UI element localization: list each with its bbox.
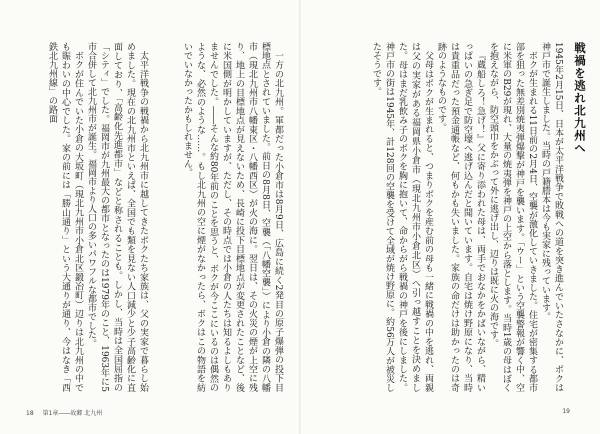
running-footer: 第1章――故郷 北九州 (42, 410, 103, 417)
left-paragraph-1: 一方の北九州。軍都だった小倉市は8月9日、広島に続く2発目の原子爆弾の投下目標地点とされていました。前日の8月8日、空襲（「八幡空襲」）により小倉の隣の八幡市（現北九州市八幡東区・八幡西区）が火の海に。翌日は、その火災の煙が上空に残り、地上の目標地点が見えないため、長崎に投下目標地点が変更されたことなど、後に米国側が明かしていますが、ただし、その時点では小倉の人たちは知るよしもありませんでした。――そんな約80年前のことを思うと、ボクが今ここにいるのは偶然のような、必然のような……。もし北九州の空に煙がなかったら、ボクはこの物語を紡いでいなかったかもしれません。 (182, 42, 283, 392)
right-page (300, 0, 600, 434)
right-paragraph-1: 1945年2月15日、日本が太平洋戦争で敗戦への道を突き進んでいたさなかに、ボクは神戸市で誕生しました。当時の戸籍謄本は今も実家に残っています。 (540, 42, 563, 392)
left-paragraph-2: 太平洋戦争の戦禍から北九州市に越してきたボクたち家族は、父の実家で暮らし始めました。現在の北九州市といえば、全国でも類を見ない人口減少と少子高齢化に直面しており、「高齢化先進都市」などと称されることも。しかし、当時は全国屈指の「シティ」でした。福岡市が九州最大の都市となったのは1979年のこと、1963年に5市合併して北九州市が誕生。福岡市より人口の多いパワフルな都市でした。 (86, 42, 148, 392)
right-paragraph-3: 『蔵船しろ！急げ！』父に寄り添われた母は、両手でおなかをかばいながら、精いっぱいの急ぎ足で防空壕へ逃げ込んだと聞いています。自宅は焼け野原になり、当時は貴重品だった預金通帳など、何もかも失いました。家族の命だけは助かったのは奇跡のようなものです。 (436, 42, 485, 392)
right-page-number: 19 (562, 408, 570, 415)
left-page-number: 18 (26, 410, 34, 417)
right-paragraph-4: 父母はボクが生まれると、つまりボクを産む前の母も一緒に戦禍の中を逃れ、両親は父の実家がある福岡県小倉市（現北九州市小倉北区）へ引っ越すことを決めました。母はまだ乳飲み子のボクを胸に抱いて、命からがら戦禍の神戸を後にしました。神戸市の街は1945年、計128回の空襲を受けて全域が焼け野原に。約56万人が被災したそうです。 (371, 42, 433, 392)
left-paragraph-break (158, 42, 171, 392)
right-page-footer (562, 408, 570, 415)
section-heading: 戦禍を逃れ北九州へ (573, 42, 587, 155)
left-page-body (34, 42, 284, 392)
left-page-footer (26, 408, 102, 417)
left-paragraph-3: ボクが住んでいた小倉の大坂町（現北九州市小倉北区鍛冶町）辺りは北九州の中でも賑わいの中心でした。家の前には「勝山通り」という大通りが通り、今はなき「西鉄北九州線」の路面 (47, 42, 83, 392)
right-paragraph-2: ボクが生まれる11日前の2月4日、空襲が激化していきました。住宅が密集する都市部を狙った無差別焼夷弾爆撃が神戸を襲います。「ウー」という空襲警報が響く中、空に米軍のB29が現れ、大量の焼夷弾を神戸の上空から落とします。当時1歳の母はぼくを抱えながら、防空頭巾をかぶって外に逃げ出し、辺りは既に火の海です。 (488, 42, 537, 392)
right-page-body (316, 42, 564, 392)
